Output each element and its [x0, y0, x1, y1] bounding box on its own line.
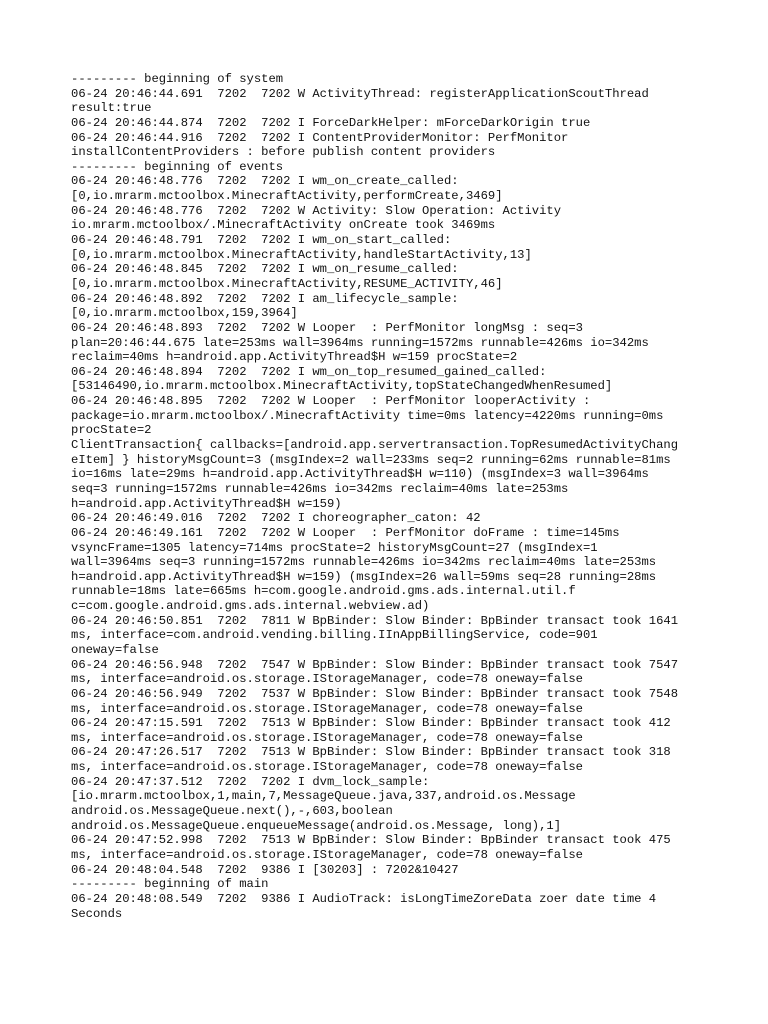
- log-line: 06-24 20:48:08.549 7202 9386 I AudioTrack: isLongTimeZoreData zoer date time 4: [71, 891, 657, 906]
- log-line: [io.mrarm.mctoolbox,1,main,7,MessageQueue.java,337,android.os.Message: [71, 789, 576, 804]
- log-line: 06-24 20:46:44.874 7202 7202 I ForceDarkHelper: mForceDarkOrigin true: [71, 115, 591, 130]
- log-line: package=io.mrarm.mctoolbox/.MinecraftActivity time=0ms latency=4220ms running=0ms: [71, 408, 664, 423]
- log-line: procState=2: [71, 423, 152, 438]
- log-line: 06-24 20:46:48.845 7202 7202 I wm_on_resume_called:: [71, 262, 459, 277]
- log-line: [0,io.mrarm.mctoolbox,159,3964]: [71, 306, 298, 321]
- log-line: 06-24 20:46:48.892 7202 7202 I am_lifecycle_sample:: [71, 291, 459, 306]
- log-line: ms, interface=android.os.storage.IStorageManager, code=78 oneway=false: [71, 730, 583, 745]
- log-line: ms, interface=com.android.vending.billing.IInAppBillingService, code=901: [71, 628, 598, 643]
- log-line: --------- beginning of system: [71, 72, 284, 86]
- log-line: [0,io.mrarm.mctoolbox.MinecraftActivity,performCreate,3469]: [71, 189, 503, 204]
- log-line: 06-24 20:46:48.894 7202 7202 I wm_on_top_resumed_gained_called:: [71, 364, 547, 379]
- log-line: 06-24 20:47:15.591 7202 7513 W BpBinder: Slow Binder: BpBinder transact took 412: [71, 716, 671, 731]
- log-line: 06-24 20:46:48.776 7202 7202 I wm_on_create_called:: [71, 174, 459, 189]
- log-line: vsyncFrame=1305 latency=714ms procState=2 historyMsgCount=27 (msgIndex=1: [71, 540, 598, 555]
- log-line: Seconds: [71, 906, 123, 921]
- log-line: 06-24 20:46:44.691 7202 7202 W ActivityThread: registerApplicationScoutThread: [71, 86, 649, 101]
- log-line: ClientTransaction{ callbacks=[android.app.servertransaction.TopResumedActivityChang: [71, 438, 679, 453]
- log-line: 06-24 20:46:44.916 7202 7202 I ContentProviderMonitor: PerfMonitor: [71, 130, 569, 145]
- log-line: 06-24 20:46:50.851 7202 7811 W BpBinder: Slow Binder: BpBinder transact took 1641: [71, 613, 679, 628]
- log-line: --------- beginning of events: [71, 159, 284, 174]
- log-line: plan=20:46:44.675 late=253ms wall=3964ms running=1572ms runnable=426ms io=342ms: [71, 335, 649, 350]
- log-line: ms, interface=android.os.storage.IStorageManager, code=78 oneway=false: [71, 760, 583, 775]
- log-line: 06-24 20:46:48.893 7202 7202 W Looper : PerfMonitor longMsg : seq=3: [71, 320, 583, 335]
- log-line: android.os.MessageQueue.next(),-,603,boolean: [71, 804, 393, 819]
- log-line: --------- beginning of main: [71, 877, 269, 892]
- log-line: 06-24 20:46:48.791 7202 7202 I wm_on_start_called:: [71, 233, 452, 248]
- log-line: ms, interface=android.os.storage.IStorageManager, code=78 oneway=false: [71, 672, 583, 687]
- log-line: 06-24 20:47:37.512 7202 7202 I dvm_lock_sample:: [71, 774, 430, 789]
- log-line: 06-24 20:46:49.016 7202 7202 I choreographer_caton: 42: [71, 511, 481, 526]
- log-line: [53146490,io.mrarm.mctoolbox.MinecraftActivity,topStateChangedWhenResumed]: [71, 379, 613, 394]
- log-line: h=android.app.ActivityThread$H w=159): [71, 496, 342, 511]
- log-line: 06-24 20:46:48.895 7202 7202 W Looper : PerfMonitor looperActivity :: [71, 394, 591, 409]
- log-line: 06-24 20:46:56.949 7202 7537 W BpBinder: Slow Binder: BpBinder transact took 7548: [71, 686, 679, 701]
- log-line: installContentProviders : before publish content providers: [71, 145, 496, 160]
- log-line: io=16ms late=29ms h=android.app.ActivityThread$H w=110) (msgIndex=3 wall=3964ms: [71, 467, 649, 482]
- log-line: 06-24 20:46:56.948 7202 7547 W BpBinder: Slow Binder: BpBinder transact took 7547: [71, 657, 679, 672]
- log-line: h=android.app.ActivityThread$H w=159) (msgIndex=26 wall=59ms seq=28 running=28ms: [71, 569, 657, 584]
- log-line: 06-24 20:46:49.161 7202 7202 W Looper : PerfMonitor doFrame : time=145ms: [71, 525, 620, 540]
- log-line: io.mrarm.mctoolbox/.MinecraftActivity onCreate took 3469ms: [71, 218, 496, 233]
- log-line: 06-24 20:47:52.998 7202 7513 W BpBinder: Slow Binder: BpBinder transact took 475: [71, 833, 671, 848]
- log-line: c=com.google.android.gms.ads.internal.webview.ad): [71, 599, 430, 614]
- log-line: ms, interface=android.os.storage.IStorageManager, code=78 oneway=false: [71, 701, 583, 716]
- log-line: 06-24 20:47:26.517 7202 7513 W BpBinder: Slow Binder: BpBinder transact took 318: [71, 745, 671, 760]
- log-line: 06-24 20:46:48.776 7202 7202 W Activity: Slow Operation: Activity: [71, 203, 562, 218]
- log-line: runnable=18ms late=665ms h=com.google.android.gms.ads.internal.util.f: [71, 584, 576, 599]
- log-line: eItem] } historyMsgCount=3 (msgIndex=2 wall=233ms seq=2 running=62ms runnable=81ms: [71, 452, 671, 467]
- log-line: android.os.MessageQueue.enqueueMessage(android.os.Message, long),1]: [71, 818, 562, 833]
- log-line: 06-24 20:48:04.548 7202 9386 I [30203] : 7202&10427: [71, 862, 459, 877]
- log-line: result:true: [71, 101, 152, 116]
- log-line: [0,io.mrarm.mctoolbox.MinecraftActivity,RESUME_ACTIVITY,46]: [71, 276, 503, 291]
- log-line: [0,io.mrarm.mctoolbox.MinecraftActivity,handleStartActivity,13]: [71, 247, 532, 262]
- log-line: oneway=false: [71, 642, 159, 657]
- log-document: [71, 72, 701, 921]
- log-line: seq=3 running=1572ms runnable=426ms io=342ms reclaim=40ms late=253ms: [71, 481, 569, 496]
- log-line: wall=3964ms seq=3 running=1572ms runnable=426ms io=342ms reclaim=40ms late=253ms: [71, 555, 657, 570]
- log-line: reclaim=40ms h=android.app.ActivityThread$H w=159 procState=2: [71, 350, 518, 365]
- log-line: ms, interface=android.os.storage.IStorageManager, code=78 oneway=false: [71, 847, 583, 862]
